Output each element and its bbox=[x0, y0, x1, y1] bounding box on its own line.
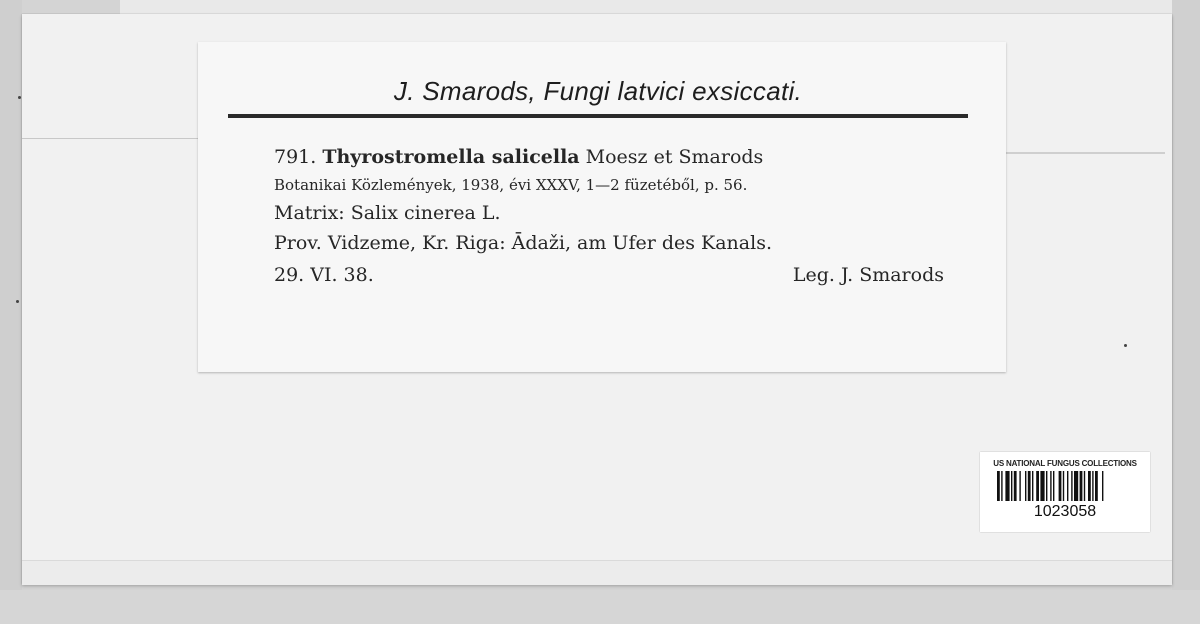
barcode-bar bbox=[1092, 471, 1093, 501]
background-sheet-left bbox=[0, 0, 22, 624]
background-sheet-right bbox=[1172, 0, 1200, 624]
packet-bottom-edge bbox=[22, 560, 1172, 585]
barcode-bar bbox=[1036, 471, 1039, 501]
sticker-institution: US NATIONAL FUNGUS COLLECTIONS bbox=[993, 459, 1137, 468]
species-name: Thyrostromella salicella bbox=[322, 146, 580, 168]
barcode-bar bbox=[1001, 471, 1002, 501]
barcode-bar bbox=[1074, 471, 1078, 501]
header-rule bbox=[228, 114, 968, 118]
barcode-bar bbox=[1019, 471, 1020, 501]
printed-label bbox=[198, 42, 1006, 372]
barcode-bar bbox=[1053, 471, 1054, 501]
barcode-bar bbox=[1095, 471, 1098, 501]
species-line bbox=[274, 146, 944, 176]
barcode-bar bbox=[1088, 471, 1091, 501]
label-header-title: J. Smarods, Fungi latvici exsiccati. bbox=[393, 76, 803, 106]
catalog-number: 1023058 bbox=[1033, 503, 1097, 520]
species-authors: Moesz et Smarods bbox=[585, 146, 764, 168]
barcode-bar bbox=[1032, 471, 1033, 501]
label-body bbox=[274, 146, 944, 294]
matrix-line: Matrix: Salix cinerea L. bbox=[274, 202, 501, 224]
barcode-bar bbox=[1084, 471, 1085, 501]
barcode-sticker bbox=[980, 452, 1150, 532]
dust-speck bbox=[18, 96, 21, 99]
barcode-bar bbox=[1059, 471, 1062, 501]
packet-fold-line bbox=[22, 138, 202, 139]
barcode-bar bbox=[1080, 471, 1083, 501]
packet-fold-line-right bbox=[1005, 152, 1165, 154]
locality-line: Prov. Vidzeme, Kr. Riga: Ādaži, am Ufer des Kanals. bbox=[274, 232, 772, 254]
dust-speck bbox=[16, 300, 19, 303]
barcode-bar bbox=[1040, 471, 1044, 501]
background-sheet-top bbox=[120, 0, 1200, 14]
reference-line: Botanikai Közlemények, 1938, évi XXXV, 1—2 füzetéből, p. 56. bbox=[274, 176, 748, 194]
barcode-bar bbox=[1025, 471, 1026, 501]
barcode-icon bbox=[997, 471, 1133, 501]
barcode-bar bbox=[1063, 471, 1064, 501]
barcode-bar bbox=[1046, 471, 1047, 501]
barcode-bar bbox=[1005, 471, 1009, 501]
barcode-bar bbox=[1014, 471, 1017, 501]
date-collector-line bbox=[274, 264, 944, 294]
barcode-bar bbox=[1102, 471, 1103, 501]
barcode-bar bbox=[1067, 471, 1068, 501]
collector: Leg. J. Smarods bbox=[792, 264, 944, 286]
dust-speck bbox=[1124, 344, 1127, 347]
background-sheet-bottom bbox=[0, 590, 1200, 624]
barcode-bar bbox=[1071, 471, 1072, 501]
barcode-bar bbox=[1011, 471, 1012, 501]
exsiccata-number: 791. bbox=[274, 146, 317, 168]
barcode-bar bbox=[997, 471, 1000, 501]
barcode-bar bbox=[1050, 471, 1051, 501]
collection-date: 29. VI. 38. bbox=[274, 264, 374, 286]
barcode-bar bbox=[1028, 471, 1031, 501]
